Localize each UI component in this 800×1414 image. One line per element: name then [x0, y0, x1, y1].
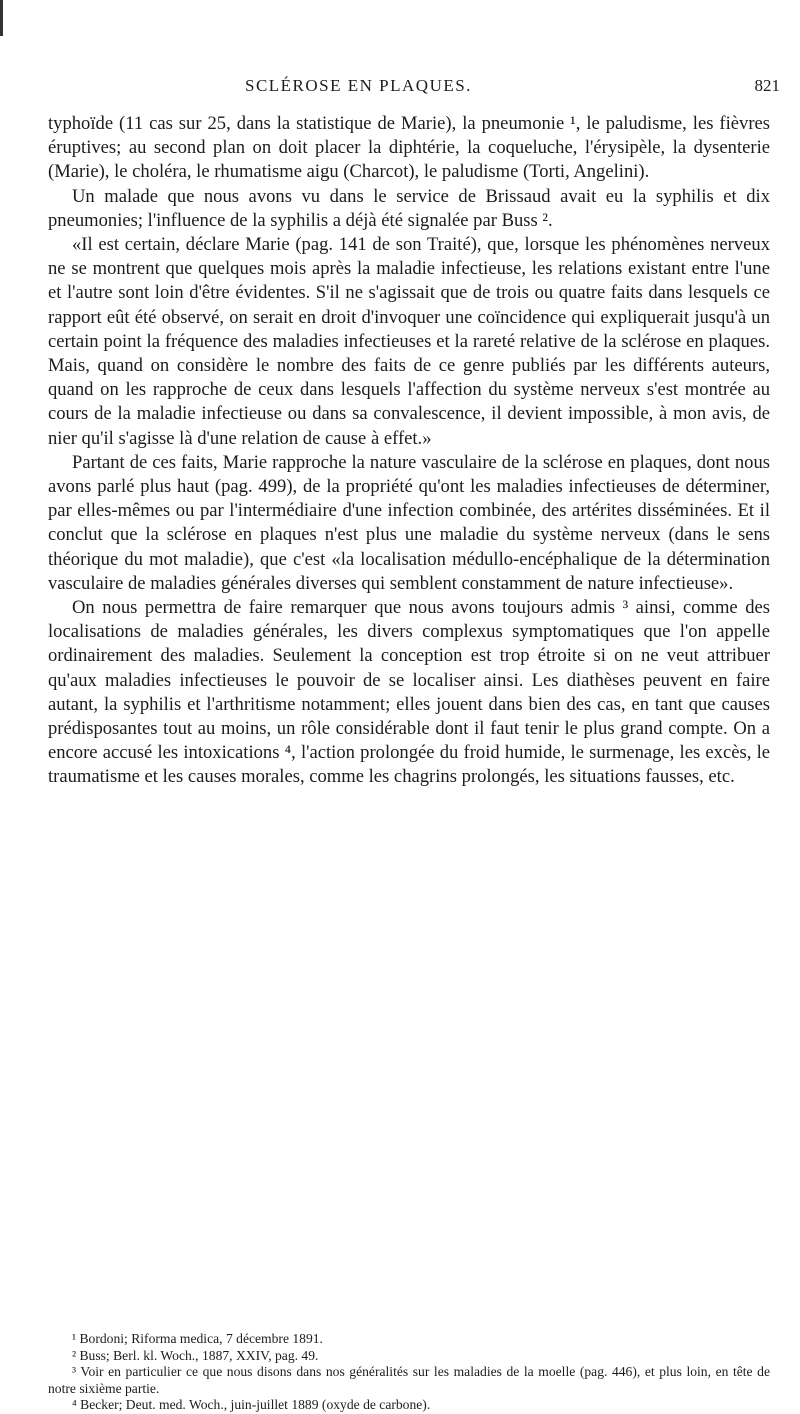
footnote: ¹ Bordoni; Riforma medica, 7 décembre 1891. [72, 1331, 323, 1346]
running-title: SCLÉROSE EN PLAQUES. [245, 76, 472, 95]
footnote: ² Buss; Berl. kl. Woch., 1887, XXIV, pag. 49. [72, 1347, 319, 1363]
footnotes [48, 1331, 770, 1414]
footnote: ³ Voir en particulier ce que nous disons dans nos généralités sur les maladies de la moelle (pag. 446), et plus loin, en tête de notre sixième partie. [48, 1364, 770, 1396]
page-number: 821 [754, 76, 780, 95]
footnote: ⁴ Becker; Deut. med. Woch., juin-juillet 1889 (oxyde de carbone). [72, 1397, 431, 1412]
paragraph: Un malade que nous avons vu dans le service de Brissaud avait eu la syphilis et dix pneumonies; l'influence de la syphilis a déjà été signalée par Buss ². [48, 185, 770, 231]
paragraph: typhoïde (11 cas sur 25, dans la statistique de Marie), la pneumonie ¹, le paludisme, les fièvres éruptives; au second plan on doit placer la diphtérie, la coqueluche, l'érysipèle, la dysenterie (Marie), le choléra, le rhumatisme aigu (Charcot), le paludisme (Torti, Angelini). [48, 113, 770, 183]
page-edge-rule [0, 0, 3, 36]
body-text [48, 112, 770, 790]
paragraph: «Il est certain, déclare Marie (pag. 141 de son Traité), que, lorsque les phénomènes nerveux ne se montrent que quelques mois après la maladie infectieuse, les relations existant entre l'une et l'autre sont loin d'être évidentes. S'il ne s'agissait que de trois ou quatre faits dans lesquels ce rapport eût été observé, on serait en droit d'invoquer une coïncidence qui expliquerait jusqu'à un certain point la fréquence des maladies infectieuses et la rareté relative de la sclérose en plaques. Mais, quand on considère le nombre des faits de ce genre publiés par les différents auteurs, quand on les rapproche de ceux dans lesquels l'affection du système nerveux s'est montrée au cours de la maladie infectieuse ou dans sa convalescence, il devient impossible, à mon avis, de nier qu'il s'agisse là d'une relation de cause à effet.» [48, 234, 770, 449]
paragraph: On nous permettra de faire remarquer que nous avons toujours admis ³ ainsi, comme des localisations de maladies générales, les divers complexus symptomatiques que l'on appelle ordinairement des maladies. Seulement la conception est trop étroite si on ne veut attribuer qu'aux maladies infectieuses le pouvoir de se localiser ainsi. Les diathèses peuvent en faire autant, la syphilis et l'arthritisme notamment; elles jouent dans bien des cas, en tant que causes prédisposantes tout au moins, un rôle considérable dont il faut tenir le plus grand compte. On a encore accusé les intoxications ⁴, l'action prolongée du froid humide, le surmenage, les excès, le traumatisme et les causes morales, comme les chagrins prolongés, les situations fausses, etc. [48, 597, 770, 788]
paragraph: Partant de ces faits, Marie rapproche la nature vasculaire de la sclérose en plaques, dont nous avons parlé plus haut (pag. 499), de la propriété qu'ont les maladies infectieuses de déterminer, par elles-mêmes ou par l'intermédiaire d'une infection combinée, des artérites disséminées. Et il conclut que la sclérose en plaques n'est plus une maladie du système nerveux (dans le sens théorique du mot maladie), que c'est «la localisation médullo-encéphalique de la détermination vasculaire de maladies générales diverses qui semblent constamment de nature infectieuse». [48, 451, 770, 594]
